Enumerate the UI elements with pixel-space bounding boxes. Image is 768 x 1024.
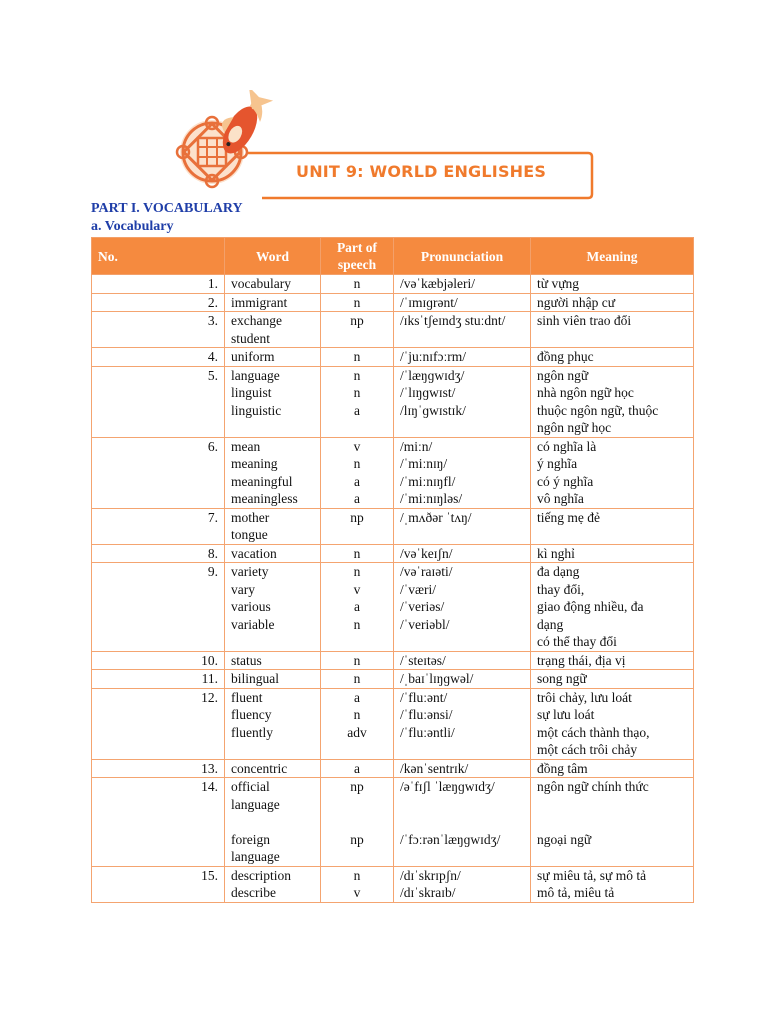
row-number: 7. xyxy=(92,508,225,544)
meaning-cell-line: nhà ngôn ngữ học xyxy=(537,385,634,400)
pos-cell-line: n xyxy=(353,456,361,471)
pos-cell-line: n xyxy=(353,276,361,291)
pronunciation-cell-line: /vəˈraɪəti/ xyxy=(400,564,453,579)
pronunciation-cell-line: /ˈveriəbl/ xyxy=(400,616,450,632)
meaning-cell-line: tiếng mẹ đẻ xyxy=(537,509,600,525)
meaning-cell-line: thuộc ngôn ngữ, thuộc xyxy=(537,402,659,418)
table-row xyxy=(92,348,694,367)
pos-cell-line: a xyxy=(354,599,360,614)
column-header-no: No. xyxy=(92,238,225,275)
word-cell-line: fluently xyxy=(231,724,273,740)
pronunciation-cell-line: /dɪˈskrɪpʃn/ xyxy=(400,867,461,883)
pos-cell xyxy=(321,688,394,759)
column-header-part-of-speech: Part of speech xyxy=(321,238,394,275)
word-cell-line: meaningless xyxy=(231,491,298,506)
table-row xyxy=(92,651,694,670)
meaning-cell xyxy=(531,759,694,778)
table-row xyxy=(92,366,694,437)
pos-cell-line: v xyxy=(353,438,361,454)
pos-cell-line: a xyxy=(354,402,360,418)
row-number: 3. xyxy=(92,312,225,348)
pronunciation-cell-line xyxy=(400,813,524,831)
word-cell-line: vocabulary xyxy=(231,276,291,291)
table-row xyxy=(92,312,694,348)
pos-cell xyxy=(321,293,394,312)
pronunciation-cell-line: /ˈlɪŋɡwɪst/ xyxy=(400,385,456,400)
table-row xyxy=(92,670,694,689)
row-number: 9. xyxy=(92,563,225,652)
meaning-cell-line: có nghĩa là xyxy=(537,438,597,454)
word-cell-line: mean xyxy=(231,438,261,454)
meaning-cell-line: sự lưu loát xyxy=(537,707,595,722)
meaning-cell-line: giao động nhiều, đa xyxy=(537,599,644,614)
pronunciation-cell-line: /ˈlæŋɡwɪdʒ/ xyxy=(400,367,465,383)
pronunciation-cell-line: /ˈværi/ xyxy=(400,581,436,597)
pronunciation-cell-line: /miːn/ xyxy=(400,438,433,454)
meaning-cell xyxy=(531,293,694,312)
pronunciation-cell-line: /ˈfluːənt/ xyxy=(400,689,448,705)
pos-cell-line: np xyxy=(350,313,364,328)
word-cell xyxy=(225,866,321,902)
pronunciation-cell-line: /ˈmiːnɪŋ/ xyxy=(400,456,448,471)
pos-cell-line: v xyxy=(353,885,361,900)
meaning-cell-line: sự miêu tả, sự mô tả xyxy=(537,867,647,883)
word-cell-line: tongue xyxy=(231,527,268,542)
pronunciation-cell-line: /ˈfluːənsi/ xyxy=(400,707,453,722)
pos-cell xyxy=(321,544,394,563)
word-cell-line: fluent xyxy=(231,689,263,705)
pronunciation-cell xyxy=(394,670,531,689)
column-header-pronunciation: Pronunciation xyxy=(394,238,531,275)
section-subtitle: a. Vocabulary xyxy=(91,219,174,234)
pos-cell-line: n xyxy=(353,294,361,310)
table-row xyxy=(92,759,694,778)
word-cell xyxy=(225,670,321,689)
meaning-cell xyxy=(531,544,694,563)
pronunciation-cell-line: /lɪŋˈɡwɪstɪk/ xyxy=(400,402,466,418)
word-cell xyxy=(225,778,321,867)
pos-cell-line xyxy=(327,848,387,866)
pronunciation-cell-line: /ˈsteɪtəs/ xyxy=(400,652,446,668)
pronunciation-cell xyxy=(394,366,531,437)
meaning-cell-line: dạng xyxy=(537,616,564,632)
pronunciation-cell xyxy=(394,312,531,348)
meaning-cell-line: thay đổi, xyxy=(537,581,585,597)
word-cell-line: language xyxy=(231,796,280,812)
row-number: 10. xyxy=(92,651,225,670)
meaning-cell-line: trôi chảy, lưu loát xyxy=(537,689,632,705)
meaning-cell-line: ý nghĩa xyxy=(537,456,578,471)
pos-cell-line xyxy=(327,796,387,814)
word-cell-line: foreign xyxy=(231,831,270,847)
word-cell-line: immigrant xyxy=(231,294,288,310)
word-cell xyxy=(225,508,321,544)
pos-cell xyxy=(321,759,394,778)
word-cell xyxy=(225,348,321,367)
pronunciation-cell-line: /vəˈkeɪʃn/ xyxy=(400,545,453,561)
word-cell xyxy=(225,366,321,437)
word-cell xyxy=(225,437,321,508)
pos-cell xyxy=(321,563,394,652)
pos-cell-line xyxy=(327,813,387,831)
pronunciation-cell-line: /ˌbaɪˈlɪŋɡwəl/ xyxy=(400,671,474,686)
pronunciation-cell xyxy=(394,651,531,670)
meaning-cell xyxy=(531,312,694,348)
pos-cell-line: a xyxy=(354,760,360,776)
meaning-cell-line: đồng phục xyxy=(537,349,594,364)
pos-cell xyxy=(321,508,394,544)
word-cell-line: meaningful xyxy=(231,473,293,489)
meaning-cell-line: người nhập cư xyxy=(537,294,616,310)
word-cell xyxy=(225,275,321,294)
word-cell-line: exchange xyxy=(231,313,282,328)
row-number: 13. xyxy=(92,759,225,778)
word-cell-line: student xyxy=(231,330,270,346)
pos-cell xyxy=(321,348,394,367)
pronunciation-cell xyxy=(394,293,531,312)
meaning-cell-line: sinh viên trao đổi xyxy=(537,313,632,328)
word-cell xyxy=(225,759,321,778)
meaning-cell-line: có ý nghĩa xyxy=(537,473,594,489)
meaning-cell-line: ngoại ngữ xyxy=(537,831,592,847)
meaning-cell-line: có thể thay đổi xyxy=(537,634,617,649)
pos-cell xyxy=(321,866,394,902)
meaning-cell-line: ngôn ngữ học xyxy=(537,420,612,435)
word-cell xyxy=(225,544,321,563)
word-cell-line: fluency xyxy=(231,707,272,722)
table-row xyxy=(92,508,694,544)
table-row xyxy=(92,688,694,759)
meaning-cell-line: kì nghỉ xyxy=(537,545,575,561)
row-number: 4. xyxy=(92,348,225,367)
pronunciation-cell-line: /ˈmiːnɪŋləs/ xyxy=(400,491,463,506)
pos-cell-line: n xyxy=(353,545,361,561)
pronunciation-cell xyxy=(394,437,531,508)
pronunciation-cell xyxy=(394,759,531,778)
pos-cell-line: n xyxy=(353,652,361,668)
pronunciation-cell-line: /ˈveriəs/ xyxy=(400,599,445,614)
row-number: 15. xyxy=(92,866,225,902)
pronunciation-cell xyxy=(394,778,531,867)
word-cell-line: linguistic xyxy=(231,402,282,418)
pos-cell-line: adv xyxy=(347,724,367,740)
column-header-meaning: Meaning xyxy=(531,238,694,275)
pronunciation-cell-line: /ˌmʌðər ˈtʌŋ/ xyxy=(400,509,472,525)
row-number: 6. xyxy=(92,437,225,508)
meaning-cell-line: đồng tâm xyxy=(537,760,588,776)
pos-cell xyxy=(321,437,394,508)
word-cell-line: describe xyxy=(231,885,276,900)
row-number: 5. xyxy=(92,366,225,437)
pos-cell-line: n xyxy=(353,564,361,579)
pronunciation-cell xyxy=(394,275,531,294)
table-row xyxy=(92,293,694,312)
meaning-cell-line: một cách trôi chảy xyxy=(537,742,638,757)
table-row xyxy=(92,778,694,867)
word-cell-line: variable xyxy=(231,616,275,632)
word-cell-line: meaning xyxy=(231,456,278,471)
meaning-cell xyxy=(531,508,694,544)
pronunciation-cell-line: /ˈfluːəntli/ xyxy=(400,724,455,740)
table-row xyxy=(92,275,694,294)
row-number: 12. xyxy=(92,688,225,759)
unit-header-banner xyxy=(170,90,600,208)
pronunciation-cell-line: /ˈjuːnɪfɔːrm/ xyxy=(400,349,466,364)
knot-fish-logo-icon xyxy=(170,90,600,208)
pronunciation-cell-line: /ɪksˈtʃeɪndʒ stuːdnt/ xyxy=(400,313,506,328)
meaning-cell xyxy=(531,866,694,902)
pronunciation-cell-line: /əˈfɪʃl ˈlæŋɡwɪdʒ/ xyxy=(400,779,495,794)
meaning-cell-line: trạng thái, địa vị xyxy=(537,652,626,668)
word-cell xyxy=(225,688,321,759)
pos-cell xyxy=(321,778,394,867)
column-header-word: Word xyxy=(225,238,321,275)
word-cell-line: status xyxy=(231,652,262,668)
row-number: 8. xyxy=(92,544,225,563)
word-cell xyxy=(225,563,321,652)
row-number: 1. xyxy=(92,275,225,294)
meaning-cell-line: từ vựng xyxy=(537,276,580,291)
row-number: 2. xyxy=(92,293,225,312)
meaning-cell xyxy=(531,688,694,759)
pronunciation-cell xyxy=(394,688,531,759)
pos-cell-line: n xyxy=(353,707,361,722)
table-row xyxy=(92,544,694,563)
pos-cell-line: a xyxy=(354,689,360,705)
word-cell-line: concentric xyxy=(231,760,288,776)
pos-cell-line: n xyxy=(353,385,361,400)
word-cell-line: language xyxy=(231,367,280,383)
meaning-cell xyxy=(531,670,694,689)
pronunciation-cell-line: /ˈɪmɪɡrənt/ xyxy=(400,294,458,310)
word-cell xyxy=(225,312,321,348)
word-cell-line: vary xyxy=(231,581,255,597)
meaning-cell-line: vô nghĩa xyxy=(537,491,584,506)
word-cell-line: uniform xyxy=(231,349,275,364)
word-cell-line: official xyxy=(231,779,270,794)
meaning-cell-line: một cách thành thạo, xyxy=(537,724,650,740)
table-header-row xyxy=(92,238,694,275)
word-cell-line: bilingual xyxy=(231,671,279,686)
unit-title: UNIT 9: WORLD ENGLISHES xyxy=(296,162,547,181)
meaning-cell-line xyxy=(537,848,687,866)
part-title: PART I. VOCABULARY xyxy=(91,201,243,216)
pos-cell xyxy=(321,366,394,437)
word-cell-line: mother xyxy=(231,509,270,525)
pos-cell-line: np xyxy=(350,831,364,847)
pronunciation-cell xyxy=(394,866,531,902)
pos-cell-line: np xyxy=(350,509,364,525)
table-row xyxy=(92,563,694,652)
pos-cell-line: n xyxy=(353,867,361,883)
row-number: 14. xyxy=(92,778,225,867)
pos-cell-line: np xyxy=(350,779,364,794)
pos-cell-line: n xyxy=(353,349,361,364)
meaning-cell-line xyxy=(537,796,687,814)
pronunciation-cell-line: /kənˈsentrɪk/ xyxy=(400,760,469,776)
pronunciation-cell-line xyxy=(400,796,524,814)
meaning-cell-line: ngôn ngữ chính thức xyxy=(537,779,649,794)
word-cell-line: various xyxy=(231,599,271,614)
word-cell-line: vacation xyxy=(231,545,277,561)
word-cell xyxy=(225,651,321,670)
pos-cell xyxy=(321,670,394,689)
meaning-cell xyxy=(531,563,694,652)
pronunciation-cell xyxy=(394,508,531,544)
meaning-cell xyxy=(531,275,694,294)
pos-cell-line: n xyxy=(353,367,361,383)
vocabulary-table xyxy=(91,237,694,903)
meaning-cell xyxy=(531,651,694,670)
pronunciation-cell-line: /dɪˈskraɪb/ xyxy=(400,885,456,900)
pos-cell xyxy=(321,651,394,670)
meaning-cell xyxy=(531,366,694,437)
word-cell xyxy=(225,293,321,312)
pronunciation-cell-line xyxy=(400,848,524,866)
meaning-cell xyxy=(531,437,694,508)
table-row xyxy=(92,437,694,508)
pronunciation-cell xyxy=(394,563,531,652)
pos-cell-line: v xyxy=(353,581,361,597)
pos-cell-line: a xyxy=(354,473,360,489)
meaning-cell xyxy=(531,778,694,867)
meaning-cell-line: đa dạng xyxy=(537,564,580,579)
word-cell-line: description xyxy=(231,867,291,883)
table-row xyxy=(92,866,694,902)
pos-cell-line: a xyxy=(354,491,360,506)
pronunciation-cell-line: /ˈfɔːrənˈlæŋɡwɪdʒ/ xyxy=(400,831,501,847)
pronunciation-cell-line: /vəˈkæbjəleri/ xyxy=(400,276,475,291)
word-cell-line: variety xyxy=(231,564,269,579)
meaning-cell-line: mô tả, miêu tả xyxy=(537,885,615,900)
pos-cell xyxy=(321,312,394,348)
word-cell-line xyxy=(231,813,314,831)
row-number: 11. xyxy=(92,670,225,689)
meaning-cell xyxy=(531,348,694,367)
pos-cell-line: n xyxy=(353,616,361,632)
pronunciation-cell xyxy=(394,348,531,367)
word-cell-line: language xyxy=(231,849,280,864)
meaning-cell-line: ngôn ngữ xyxy=(537,367,589,383)
meaning-cell-line: song ngữ xyxy=(537,671,587,686)
pronunciation-cell-line: /ˈmiːnɪŋfl/ xyxy=(400,473,456,489)
pos-cell-line: n xyxy=(353,671,361,686)
word-cell-line: linguist xyxy=(231,385,272,400)
pos-cell xyxy=(321,275,394,294)
meaning-cell-line xyxy=(537,813,687,831)
pronunciation-cell xyxy=(394,544,531,563)
